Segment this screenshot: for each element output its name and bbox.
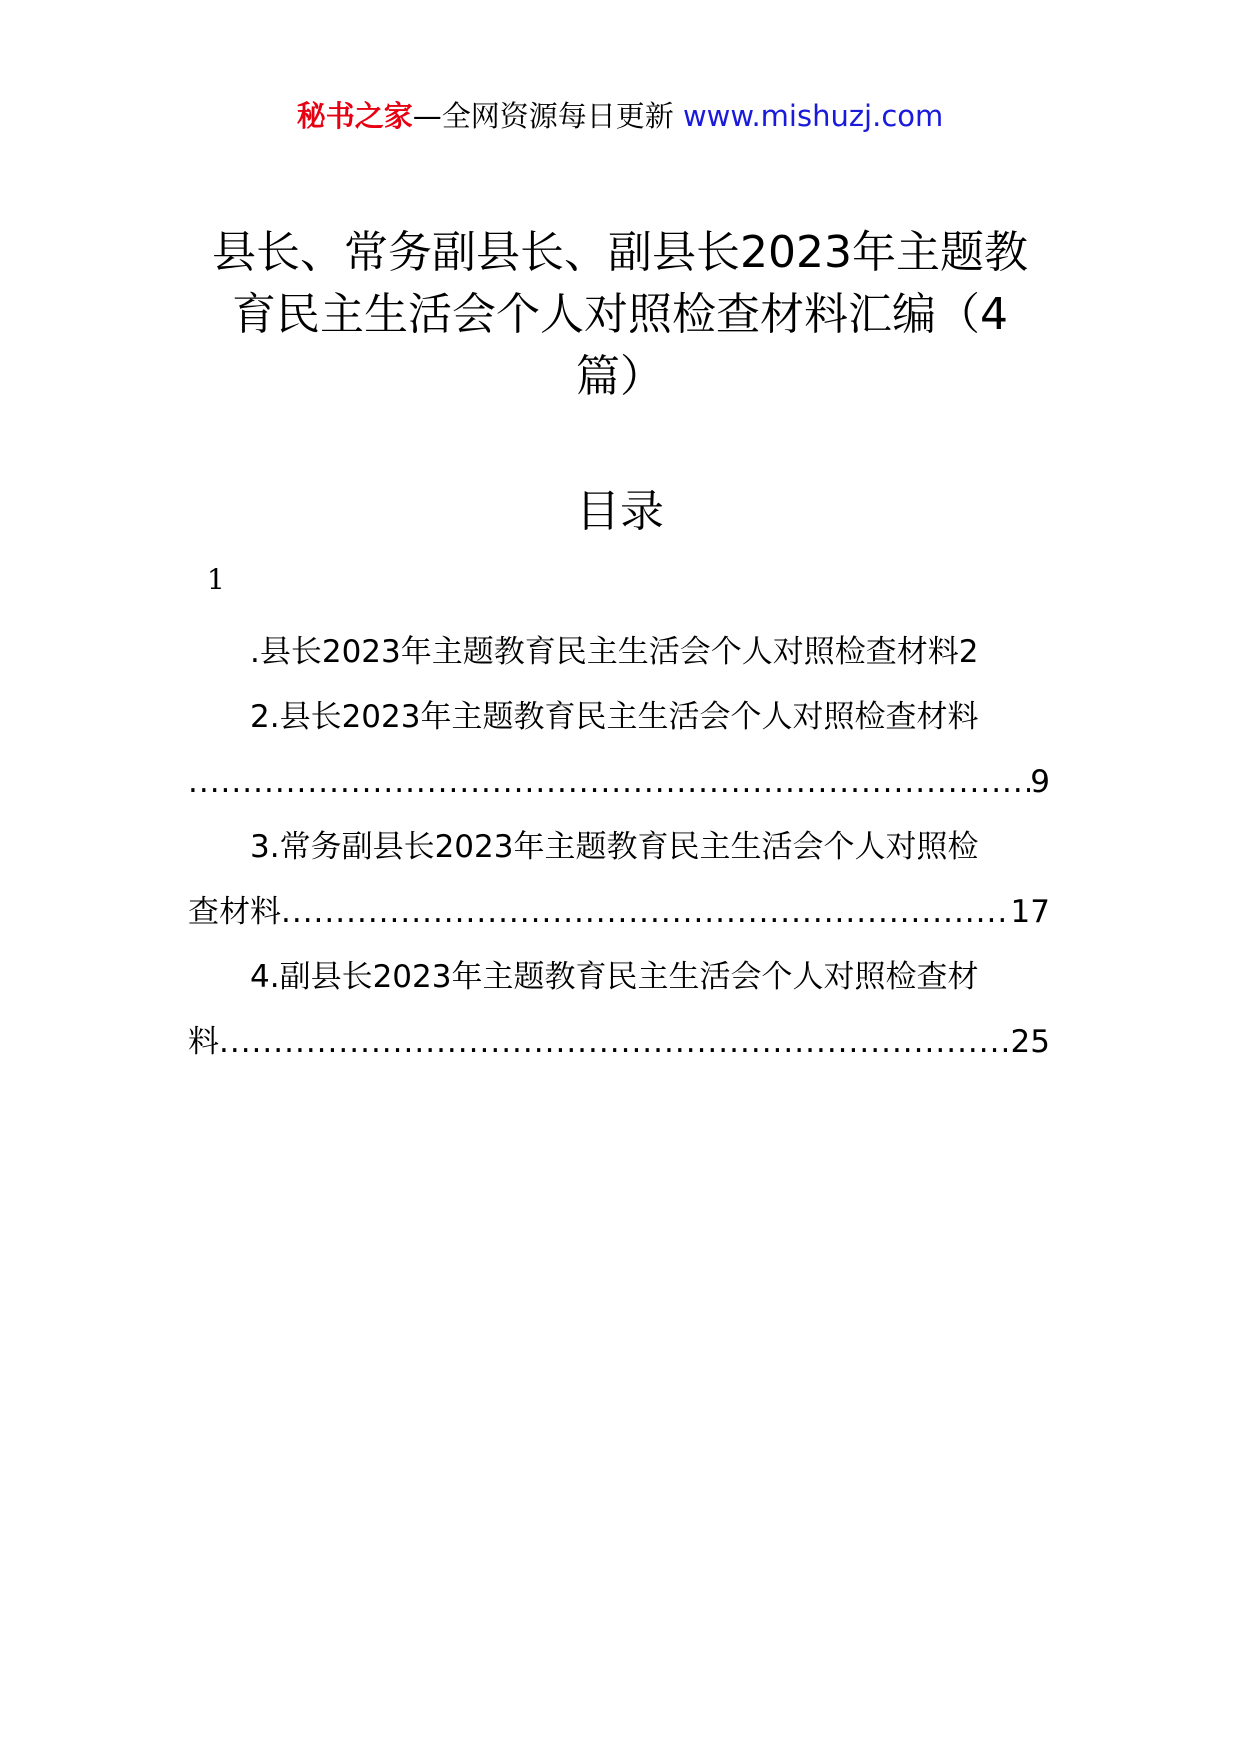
site-url-link[interactable]: www.mishuzj.com	[682, 99, 944, 133]
document-title	[190, 222, 1050, 408]
site-brand[interactable]: 秘书之家	[296, 99, 413, 133]
stray-list-number: 1	[207, 563, 225, 596]
document-title-line-3: 篇）	[576, 351, 664, 402]
toc-entry-3[interactable]	[188, 815, 1050, 945]
toc-heading: 目录	[576, 486, 664, 537]
toc-entry-3-title-cont: 查材料	[188, 894, 281, 930]
toc-entry-3-page: 17	[1010, 894, 1050, 930]
site-tagline: —全网资源每日更新	[412, 99, 674, 133]
toc-entry-3-line-1	[188, 815, 1050, 880]
toc-entry-4-line-1	[188, 945, 1050, 1010]
toc-entry-3-line-2	[188, 880, 1050, 945]
toc-entry-1-line-1	[188, 620, 1050, 685]
toc-entry-1-page: 2	[958, 634, 979, 670]
toc-entry-4-leader-dots	[219, 1010, 1011, 1075]
toc-entry-4-page: 25	[1010, 1024, 1050, 1060]
toc-entry-2-line-2	[188, 750, 1050, 815]
table-of-contents	[188, 620, 1050, 1075]
toc-entry-3-title: 3.常务副县长2023年主题教育民主生活会个人对照检	[250, 829, 979, 865]
toc-entry-2-leader-dots	[188, 750, 1030, 815]
toc-entry-2[interactable]	[188, 685, 1050, 815]
toc-entry-4[interactable]	[188, 945, 1050, 1075]
toc-entry-4-title: 4.副县长2023年主题教育民主生活会个人对照检查材	[250, 959, 979, 995]
toc-entry-2-line-1	[188, 685, 1050, 750]
document-title-line-1: 县长、常务副县长、副县长2023年主题教	[212, 227, 1028, 278]
toc-entry-3-leader-dots	[281, 880, 1011, 945]
toc-entry-2-title: 2.县长2023年主题教育民主生活会个人对照检查材料	[250, 699, 979, 735]
site-header	[0, 96, 1240, 136]
toc-entry-4-title-cont: 料	[188, 1024, 219, 1060]
document-title-line-2: 育民主生活会个人对照检查材料汇编（4	[232, 289, 1008, 340]
toc-entry-2-page: 9	[1030, 764, 1050, 800]
toc-entry-1-title: .县长2023年主题教育民主生活会个人对照检查材料	[250, 634, 959, 670]
toc-entry-4-line-2	[188, 1010, 1050, 1075]
toc-entry-1[interactable]	[188, 620, 1050, 685]
